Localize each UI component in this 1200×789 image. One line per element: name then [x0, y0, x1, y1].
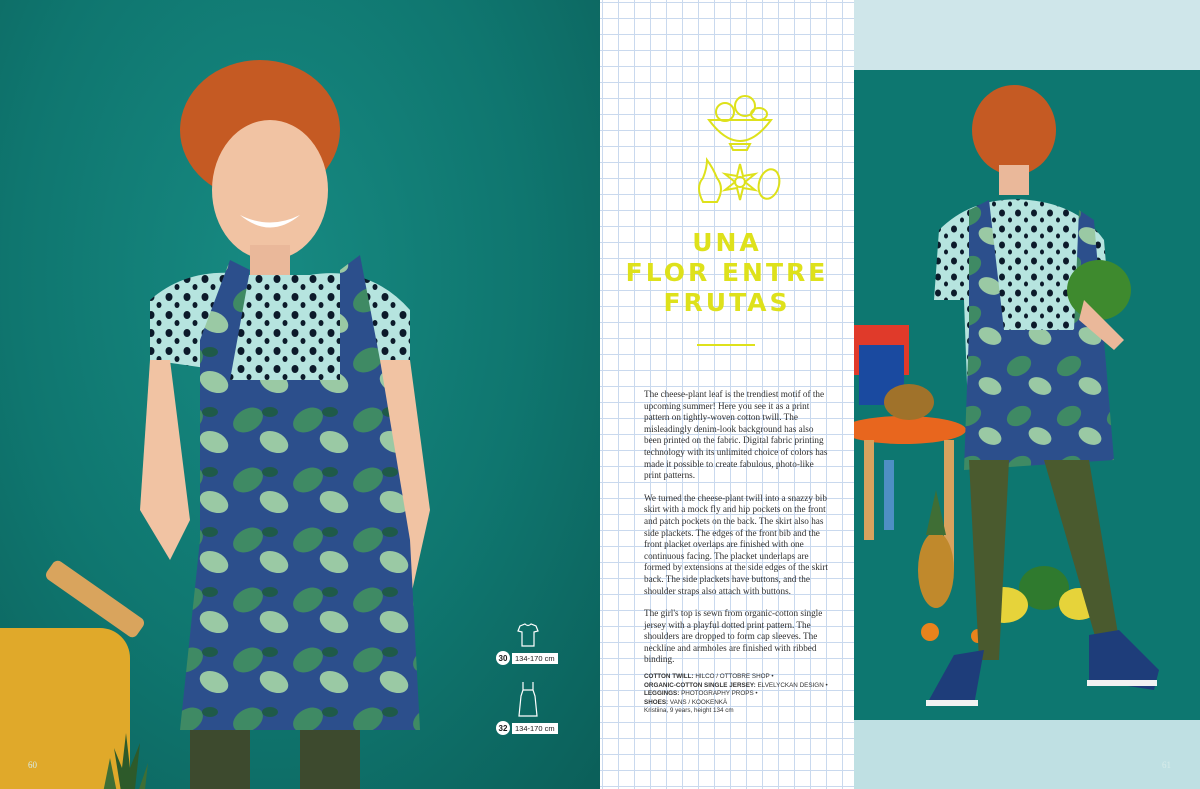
pattern-number: 30	[496, 651, 510, 665]
fruit-icons	[695, 92, 785, 207]
lemon-icon	[755, 167, 782, 201]
model-note: Kristiina, 9 years, height 134 cm	[644, 707, 734, 715]
paragraph: The cheese-plant leaf is the trendiest motif of the upcoming summer! Here you see it as a print pattern on tightly-woven cotton twill. The misleadingly denim-look background has also been printed on the fabric. Digital fabric printing technology with its unlimited choice of colors has made it possible to create fabulous, photo-like print patterns.	[644, 389, 828, 481]
paragraph: The girl's top is sewn from organic-cotton single jersey with a playful dotted print pattern. The shoulders are dropped to form cap sleeves. The neckline and armholes are finished with ribbed binding.	[644, 608, 823, 665]
pattern-32	[496, 680, 560, 735]
title-line: FRUTAS	[663, 288, 791, 317]
credit-value: PHOTOGRAPHY PROPS •	[681, 690, 758, 698]
fruit-bowl-icon	[709, 96, 771, 150]
flower-icon	[725, 164, 755, 200]
right-photo	[854, 0, 1200, 789]
article-body	[644, 389, 832, 677]
girl-back-scene	[854, 0, 1200, 789]
title-line: UNA	[692, 228, 762, 257]
paragraph: We turned the cheese-plant twill into a snazzy bib skirt with a mock fly and hip pockets on the front and patch pockets on the back. The skirt also has side plackets. The edges of the front bib and the front placket overlaps are finished with one continuous facing. The placket underlaps are formed by extensions at the side edges of the skirt back. The side plackets have buttons, and the shoulder straps also attach with buttons.	[644, 492, 828, 596]
credit-label: LEGGINGS:	[644, 690, 680, 698]
credit-label: SHOES:	[644, 698, 669, 706]
credits	[644, 673, 834, 716]
credit-value: HILCO / OTTOBRE SHOP •	[695, 673, 774, 680]
bib-skirt-icon	[515, 680, 541, 718]
girl-front-figure	[110, 40, 470, 789]
credit-value: ELVELYCKAN DESIGN •	[757, 681, 828, 689]
t-shirt-icon	[515, 622, 541, 648]
pear-icon	[699, 160, 721, 202]
pattern-size: 134-170 cm	[512, 653, 558, 664]
title-rule	[697, 344, 755, 346]
credit-label: ORGANIC-COTTON SINGLE JERSEY:	[644, 681, 756, 689]
credit-value: VANS / KOOKENKÄ	[669, 698, 728, 706]
article-page	[600, 0, 854, 789]
credit-label: COTTON TWILL:	[644, 673, 694, 680]
page-number-left: 60	[28, 760, 37, 770]
pattern-number: 32	[496, 721, 510, 735]
title-line: FLOR ENTRE	[625, 258, 829, 287]
pattern-size: 134-170 cm	[512, 723, 558, 734]
article-title	[600, 228, 854, 318]
page-number-right: 61	[1162, 760, 1171, 770]
pattern-30	[496, 622, 560, 665]
